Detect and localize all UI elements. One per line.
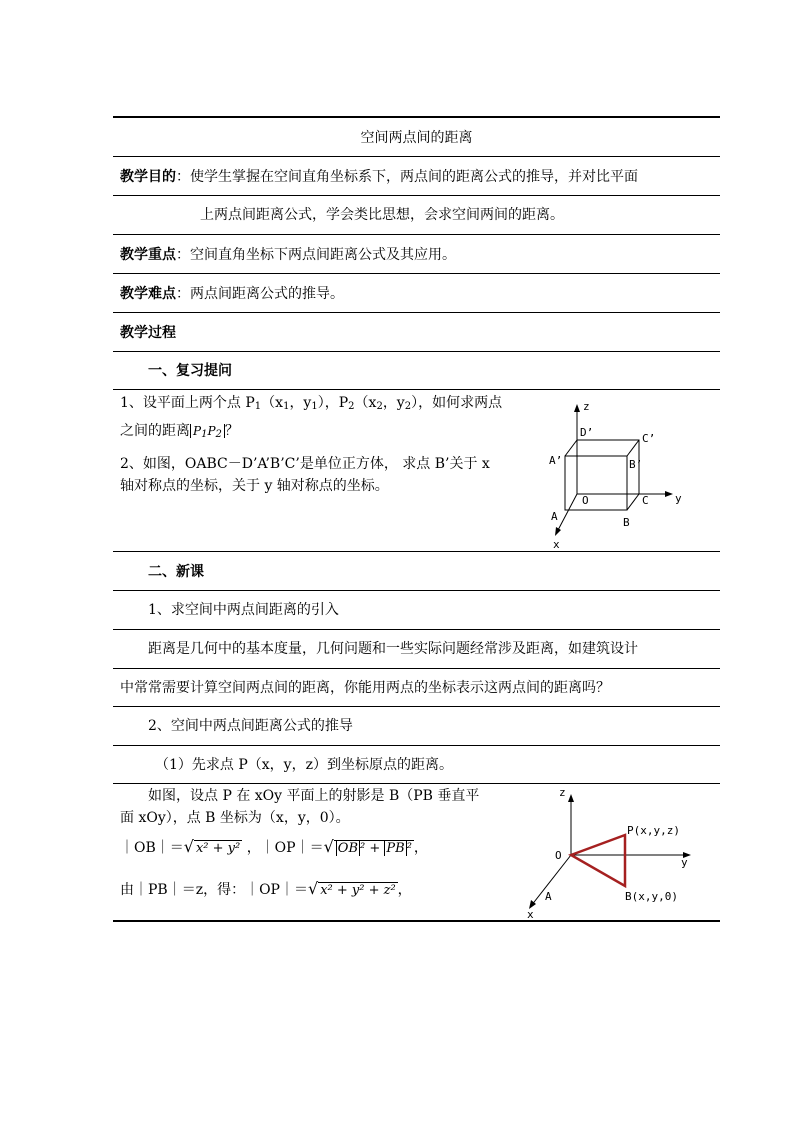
process-label: 教学过程 <box>120 325 176 341</box>
opb-triangle <box>571 835 625 886</box>
description-line-2: 面 xOy），点 B 坐标为（x，y，0）。 <box>120 810 350 826</box>
question-1-line-1: 1、设平面上两个点 $P_1(x_1$，$y_1$），$P_2(x_2$，$y_2$），如何求两点 <box>120 395 503 412</box>
paragraph-line-1: 距离是几何中的基本度量，几何问题和一些实际问题经常涉及距离，如建筑设计 <box>148 641 638 657</box>
ob-label: ｜OB｜＝ <box>120 840 184 856</box>
title-row <box>113 118 720 157</box>
para2-row <box>113 669 720 707</box>
pb-label: 由｜PB｜＝z，得：｜OP｜＝ <box>120 882 308 898</box>
proj-label-o: O <box>555 849 562 862</box>
section1-heading-row <box>113 352 720 390</box>
question-1-line-2: 之间的距离 $P_1P_2$ ？ <box>120 423 239 440</box>
p1p2-abs: $P_1P_2$ <box>190 424 225 438</box>
step1-row <box>113 746 720 784</box>
cube-label-b: B <box>623 516 630 529</box>
objective-line-1 <box>120 168 638 186</box>
q1-text-b: 之间的距离 <box>120 423 190 439</box>
q1-text-a: 1、设平面上两个点 P <box>120 395 255 411</box>
cube-x-axis <box>557 494 577 532</box>
objective-row-2 <box>113 196 720 235</box>
para1-row <box>113 630 720 669</box>
section2-heading: 二、新课 <box>148 564 204 580</box>
item-2: 2、空间中两点间距离公式的推导 <box>148 718 353 734</box>
proj-label-x: x <box>527 908 534 920</box>
objective-text-2: 上两点间距离公式，学会类比思想，会求空间两间的距离。 <box>200 207 564 223</box>
pb-formula: 由｜PB｜＝z，得：｜OP｜＝√ x² + y² + z² ， <box>120 879 412 898</box>
step-1: （1）先求点 P（x，y，z）到坐标原点的距离。 <box>155 757 453 773</box>
cube-label-d-prime: D’ <box>580 426 594 439</box>
objective-text-1: ：使学生掌握在空间直角坐标系下，两点间的距离公式的推导，并对比平面 <box>176 169 638 185</box>
cube-label-y: y <box>675 492 682 505</box>
item-1: 1、求空间中两点间距离的引入 <box>148 602 339 618</box>
proj-label-a: A <box>545 890 552 903</box>
cube-label-c: C <box>642 494 649 507</box>
ob-op-formula: ｜OB｜＝√ x² + y² ，｜OP｜＝√ OB ² + PB ² ， <box>120 837 428 856</box>
proj-label-y: y <box>681 856 688 869</box>
cube-label-o: O <box>582 494 589 507</box>
difficulty-row <box>113 274 720 313</box>
difficulty-text: ：两点间距离公式的推导。 <box>176 286 344 302</box>
process-row <box>113 313 720 352</box>
unit-cube-diagram <box>545 394 705 550</box>
derivation-row <box>113 784 720 922</box>
item2-row <box>113 707 720 746</box>
op-label: ，｜OP｜＝ <box>246 840 324 856</box>
difficulty <box>120 285 344 303</box>
section1-content-row <box>113 390 720 552</box>
cube-label-c-prime: C’ <box>642 432 656 445</box>
difficulty-label: 教学难点 <box>120 286 176 302</box>
cube-label-z: z <box>583 400 590 413</box>
key-point-text: ：空间直角坐标下两点间距离公式及其应用。 <box>176 247 456 263</box>
description-line-1: 如图，设点 P 在 xOy 平面上的射影是 B（PB 垂直平 <box>148 788 480 804</box>
objective-label: 教学目的 <box>120 169 176 185</box>
question-2-line-1: 2、如图，OABC－D’A’B’C’是单位正方体， 求点 B’关于 x <box>120 456 490 472</box>
paragraph-line-2: 中常常需要计算空间两点间的距离，你能用两点的坐标表示这两点间的距离吗？ <box>120 680 610 696</box>
proj-label-b: B(x,y,0) <box>625 890 678 903</box>
page-title: 空间两点间的距离 <box>360 130 473 146</box>
section2-heading-row <box>113 552 720 591</box>
cube-front-face <box>565 456 627 510</box>
question-2-line-2: 轴对称点的坐标，关于 y 轴对称点的坐标。 <box>120 478 389 494</box>
key-point-label: 教学重点 <box>120 247 176 263</box>
cube-label-a: A <box>551 510 558 523</box>
proj-label-p: P(x,y,z) <box>627 824 680 837</box>
proj-label-z: z <box>559 786 566 799</box>
cube-label-a-prime: A’ <box>549 454 563 467</box>
key-point <box>120 246 456 264</box>
objective-row-1 <box>113 157 720 196</box>
item1-row <box>113 591 720 630</box>
key-point-row <box>113 235 720 274</box>
cube-label-b-prime: B’ <box>629 458 643 471</box>
cube-label-x: x <box>553 538 560 550</box>
section1-heading: 一、复习提问 <box>148 363 232 379</box>
projection-diagram <box>521 784 701 920</box>
